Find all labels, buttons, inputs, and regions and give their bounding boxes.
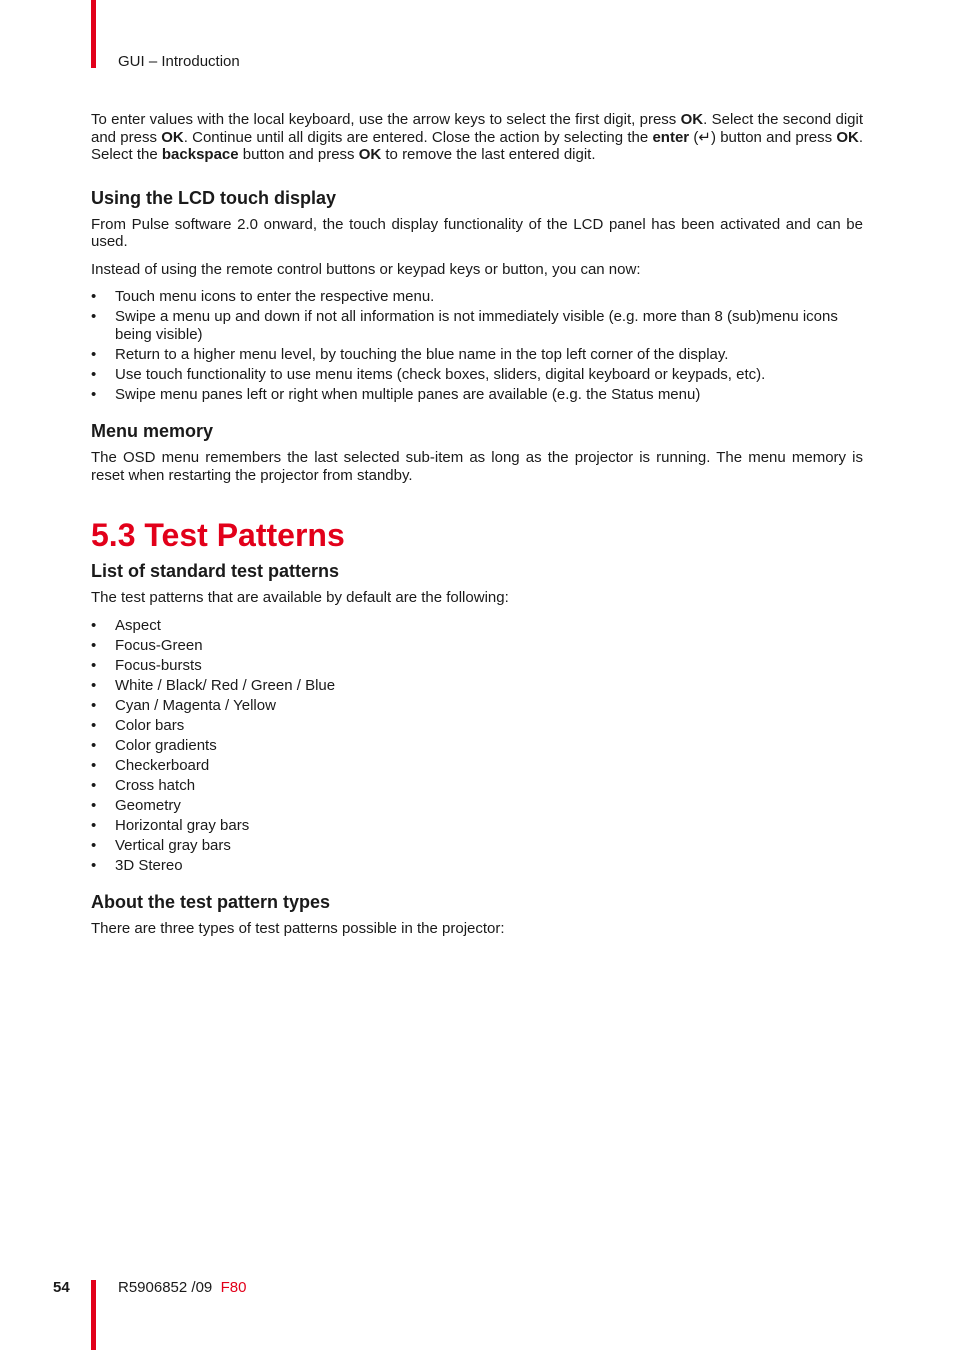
bullet: • (91, 776, 97, 794)
running-header: GUI – Introduction (118, 53, 240, 70)
list-item: • Aspect (91, 616, 161, 634)
list-item: • White / Black/ Red / Green / Blue (91, 676, 336, 694)
ok-key: OK (161, 128, 184, 146)
bullet: • (91, 796, 97, 814)
ok-key: OK (836, 128, 859, 146)
bullet: • (91, 696, 97, 714)
bullet: • (91, 616, 97, 634)
list-item: • Cyan / Magenta / Yellow (91, 696, 276, 714)
types-heading: About the test pattern types (91, 892, 331, 912)
list-item: • Vertical gray bars (91, 836, 231, 854)
bullet: • (91, 385, 97, 403)
list-item: • 3D Stereo (91, 856, 183, 874)
list-item: • Swipe a menu up and down if not all information is not immediately visible (e.g. more than 8 (sub)menu icons being visible) (91, 308, 838, 343)
types-paragraph: There are three types of test patterns possible in the projector: (91, 920, 505, 937)
bullet: • (91, 656, 97, 674)
lcd-paragraph-1: From Pulse software 2.0 onward, the touch display functionality of the LCD panel has been activated and can be used. (91, 215, 863, 250)
bullet: • (91, 756, 97, 774)
list-item: • Color gradients (91, 736, 217, 754)
model-name: F80 (220, 1279, 247, 1296)
bullet: • (91, 636, 97, 654)
intro-paragraph: To enter values with the local keyboard, use the arrow keys to select the first digit, press OK. Select the second digit and press OK. Continue until all digits are entered. Close the action by selecting the enter (↵) button and press OK. Select the backspace button and press OK to remove the last entered digit. (91, 111, 864, 163)
enter-key: enter (652, 128, 690, 146)
list-heading: List of standard test patterns (91, 561, 340, 581)
list-item: • Cross hatch (91, 776, 196, 794)
list-item: • Use touch functionality to use menu items (check boxes, sliders, digital keyboard or keypads, etc). (91, 365, 766, 383)
list-paragraph: The test patterns that are available by default are the following: (91, 589, 509, 606)
document-id: R5906852 /09 F80 (118, 1279, 247, 1296)
list-item: • Return to a higher menu level, by touching the blue name in the top left corner of the display. (91, 345, 729, 363)
bullet: • (91, 816, 97, 834)
list-item: • Geometry (91, 796, 181, 814)
backspace-key: backspace (161, 146, 239, 163)
bullet: • (91, 365, 97, 383)
page-number: 54 (53, 1279, 70, 1296)
bullet: • (91, 716, 97, 734)
list-item: • Touch menu icons to enter the respective menu. (91, 288, 435, 305)
memory-paragraph: The OSD menu remembers the last selected sub-item as long as the projector is running. The menu memory is reset when restarting the projector from standby. (91, 449, 863, 484)
bullet: • (91, 836, 97, 854)
lcd-list (91, 288, 863, 403)
lcd-paragraph-2: Instead of using the remote control buttons or keypad keys or button, you can now: (91, 260, 641, 278)
bullet: • (91, 288, 97, 305)
header-accent-bar (91, 0, 96, 68)
lcd-heading: Using the LCD touch display (91, 187, 337, 208)
list-item: • Focus-Green (91, 636, 203, 654)
ok-key: OK (358, 146, 382, 163)
bullet: • (91, 345, 97, 363)
test-pattern-list (91, 617, 863, 875)
footer-accent-bar (91, 1280, 96, 1350)
bullet: • (91, 308, 97, 325)
bullet: • (91, 676, 97, 694)
ok-key: OK (680, 111, 704, 128)
bullet: • (91, 856, 97, 874)
list-item: • Checkerboard (91, 756, 210, 774)
bullet: • (91, 736, 97, 754)
list-item: • Horizontal gray bars (91, 816, 250, 834)
memory-heading: Menu memory (91, 421, 214, 441)
section-title: 5.3 Test Patterns (91, 517, 345, 553)
page-content (91, 111, 863, 938)
list-item: • Color bars (91, 716, 185, 734)
list-item: • Focus-bursts (91, 656, 202, 674)
list-item: • Swipe menu panes left or right when multiple panes are available (e.g. the Status menu) (91, 385, 701, 403)
